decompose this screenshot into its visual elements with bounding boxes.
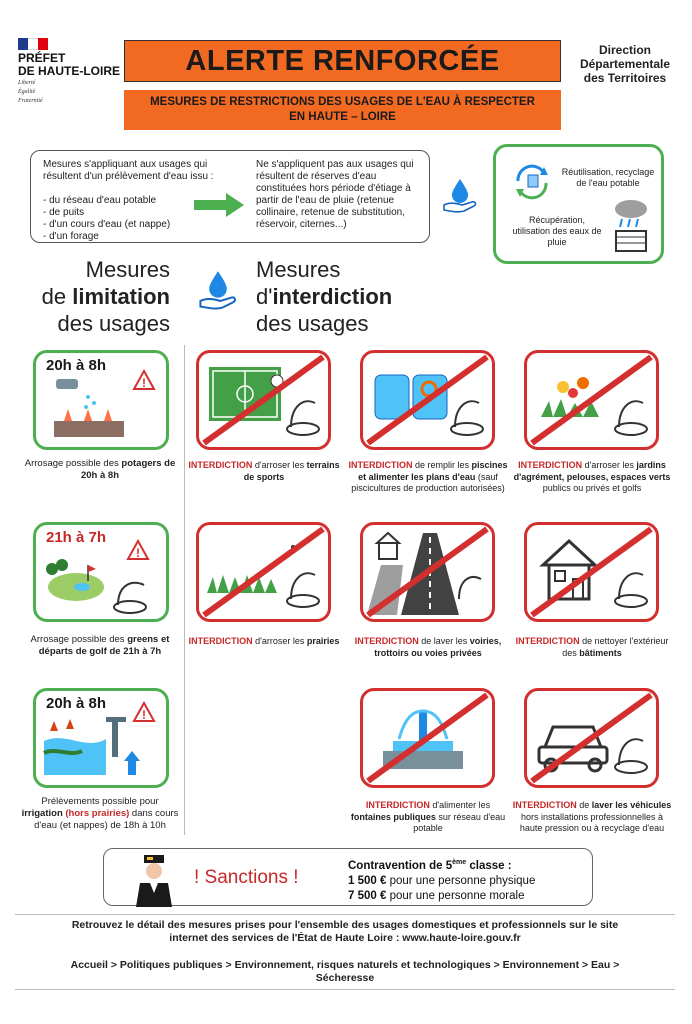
logo-motto-1: Liberté xyxy=(18,80,36,86)
caption-pre: Prélèvements possible pour xyxy=(41,796,159,807)
subtitle-line-1: MESURES DE RESTRICTIONS DES USAGES DE L'EAU À RESPECTER xyxy=(150,96,535,108)
sports-field-icon xyxy=(199,353,328,447)
intro-right-text: Ne s'appliquent pas aux usages qui résultent de réserves d'eau constituées hors période d'étiage à partir de l'eau de pluie (retenue collinaire, retenue de substitution, réservoir, citernes...) xyxy=(256,159,414,230)
interdiction-card-roads xyxy=(360,522,495,622)
svg-text:!: ! xyxy=(142,708,146,722)
house-icon xyxy=(527,525,656,619)
caption-bold: laver les véhicules xyxy=(591,800,672,810)
caption-post: (sauf piscicultures de production autorisées) xyxy=(351,471,505,493)
logo-title-2: DE HAUTE-LOIRE xyxy=(18,64,120,78)
line1-post: classe : xyxy=(466,859,512,872)
caption-mid: de nettoyer l'extérieur des xyxy=(562,636,669,658)
interdiction-keyword: INTERDICTION xyxy=(512,800,577,810)
interdiction-caption xyxy=(512,800,672,835)
limitation-card-golf xyxy=(33,522,169,622)
header xyxy=(0,0,692,140)
reuse-box xyxy=(493,144,664,264)
rain-tank-icon xyxy=(608,197,654,255)
police-officer-icon xyxy=(130,853,178,907)
subtitle-box xyxy=(124,90,561,130)
interdiction-title-2 xyxy=(256,283,456,310)
logo-title-1: PRÉFET xyxy=(18,51,66,65)
interdiction-title xyxy=(256,256,456,337)
interdiction-caption xyxy=(512,636,672,659)
caption-bold: irrigation xyxy=(21,808,63,819)
footer-nav xyxy=(15,959,675,985)
interdiction-card-sports xyxy=(196,350,331,450)
intro-left-text: Mesures s'appliquant aux usages qui résultent d'un prélèvement d'eau issu : xyxy=(43,159,214,182)
limitation-title-2 xyxy=(10,283,170,310)
water-hand-icon xyxy=(440,175,480,215)
direction-label xyxy=(570,43,680,85)
car-icon xyxy=(527,691,656,785)
fine-text: pour une personne morale xyxy=(386,889,525,902)
reuse-text: Réutilisation, recyclage de l'eau potable xyxy=(561,167,655,188)
interdiction-card-buildings xyxy=(524,522,659,622)
svg-text:!: ! xyxy=(142,376,146,390)
prefet-logo xyxy=(18,38,128,105)
interdiction-title-1: Mesures xyxy=(256,257,341,282)
list-item: - du réseau d'eau potable xyxy=(43,195,157,206)
limitation-card-vegetables xyxy=(33,350,169,450)
interdiction-keyword: INTERDICTION xyxy=(365,800,430,810)
fine-text: pour une personne physique xyxy=(386,874,536,887)
alert-title-box xyxy=(124,40,561,82)
caption-bold: jardins d'agrément, pelouses, espaces verts xyxy=(513,460,671,482)
limitation-title-1: Mesures xyxy=(85,257,170,282)
direction-line-3: des Territoires xyxy=(583,71,667,85)
caption-bold: potagers de 20h à 8h xyxy=(80,458,176,481)
caption-mid: de remplir les xyxy=(412,460,472,470)
time-range: 21h à 7h xyxy=(46,529,107,546)
rain-text: Récupération, utilisation des eaux de pluie xyxy=(512,215,602,247)
interdiction-keyword: INTERDICTION xyxy=(188,636,253,646)
caption-pre: Arrosage possible des xyxy=(24,458,122,469)
caption-post: dans cours d'eau (et nappes) de 18h à 10h xyxy=(34,808,179,831)
interdiction-keyword: INTERDICTION xyxy=(354,636,419,646)
water-hand-icon xyxy=(196,268,240,312)
caption-red: (hors prairies) xyxy=(65,808,130,819)
sanctions-title: ! Sanctions ! xyxy=(194,867,299,888)
intro-box xyxy=(30,150,430,243)
interdiction-keyword: INTERDICTION xyxy=(348,460,413,470)
sanctions-line-2 xyxy=(348,874,535,889)
sanctions-line-1 xyxy=(348,855,535,874)
interdiction-keyword: INTERDICTION xyxy=(188,460,253,470)
french-flag-icon xyxy=(18,38,48,50)
limitation-title-2-bold: limitation xyxy=(72,284,170,309)
garden-flowers-icon xyxy=(527,353,656,447)
caption-bold: prairies xyxy=(306,636,340,646)
footer-nav-line-1: Accueil > Politiques publiques > Environnement, risques naturels et technologiques > Environnement > Eau > xyxy=(70,959,620,971)
road-sidewalk-icon xyxy=(363,525,492,619)
interdiction-keyword: INTERDICTION xyxy=(518,460,583,470)
footer-nav-line-2: Sécheresse xyxy=(315,972,375,984)
caption-mid: d'arroser les xyxy=(582,460,637,470)
green-arrow-icon xyxy=(194,193,244,217)
logo-motto-3: Fraternité xyxy=(18,98,43,104)
list-item: - de puits xyxy=(43,207,85,218)
interdiction-caption xyxy=(512,460,672,495)
limitation-caption xyxy=(20,796,180,832)
caption-bold: fontaines publiques xyxy=(350,811,436,822)
fine-amount: 7 500 € xyxy=(348,889,387,902)
caption-pre: Arrosage possible des xyxy=(30,634,128,645)
limitation-title-3: des usages xyxy=(57,311,170,336)
limitation-card-irrigation xyxy=(33,688,169,788)
subtitle xyxy=(150,95,535,125)
recycle-water-icon xyxy=(510,161,554,201)
logo-motto-2: Égalité xyxy=(18,89,36,95)
interdiction-caption xyxy=(348,636,508,659)
footer xyxy=(15,914,675,990)
sanctions-line-3 xyxy=(348,889,535,904)
alert-title: ALERTE RENFORCÉE xyxy=(185,44,500,77)
interdiction-title-2-pre: d' xyxy=(256,284,273,309)
caption-post: sur réseau d'eau potable xyxy=(413,811,506,833)
interdiction-card-gardens xyxy=(524,350,659,450)
line1-pre: Contravention de 5 xyxy=(348,859,453,872)
limitation-caption xyxy=(20,634,180,658)
time-range: 20h à 8h xyxy=(46,357,107,374)
caption-post: hors installations professionnelles à haute pression ou à recyclage d'eau xyxy=(519,811,665,833)
caption-bold: terrains de sports xyxy=(243,460,340,482)
footer-line-1: Retrouvez le détail des mesures prises pour l'ensemble des usages domestiques et professionnels sur le site xyxy=(71,919,619,931)
caption-mid: de laver les xyxy=(418,636,470,646)
list-item: - d'un cours d'eau (et nappe) xyxy=(43,219,171,230)
limitation-title xyxy=(10,256,170,337)
caption-bold: bâtiments xyxy=(579,647,622,658)
interdiction-keyword: INTERDICTION xyxy=(515,636,580,646)
sanctions-details xyxy=(348,855,535,904)
interdiction-caption xyxy=(184,636,344,648)
svg-text:!: ! xyxy=(136,546,140,560)
interdiction-card-fountains xyxy=(360,688,495,788)
caption-post: publics ou privés et golfs xyxy=(542,483,642,493)
interdiction-card-pools xyxy=(360,350,495,450)
interdiction-title-2-bold: interdiction xyxy=(272,284,393,309)
column-divider xyxy=(184,345,185,835)
time-range: 20h à 8h xyxy=(46,695,107,712)
caption-bold: greens et départs de golf de 21h à 7h xyxy=(38,634,170,657)
pool-icon xyxy=(363,353,492,447)
interdiction-caption xyxy=(348,800,508,835)
fine-amount: 1 500 € xyxy=(348,874,387,887)
list-item: - d'un forage xyxy=(43,231,99,242)
limitation-caption xyxy=(20,458,180,482)
interdiction-card-vehicles xyxy=(524,688,659,788)
direction-line-1: Direction xyxy=(598,43,651,57)
meadow-grass-icon xyxy=(199,525,328,619)
interdiction-caption xyxy=(348,460,508,495)
caption-mid: d'arroser les xyxy=(252,460,307,470)
sanctions-box xyxy=(103,848,593,906)
caption-bold: piscines et alimenter les plans d'eau xyxy=(358,460,508,482)
caption-bold: voiries, trottoirs ou voies privées xyxy=(374,636,502,658)
caption-mid: d'arroser les xyxy=(252,636,307,646)
interdiction-caption xyxy=(184,460,344,483)
direction-line-2: Départementale xyxy=(579,57,671,71)
interdiction-title-3: des usages xyxy=(256,311,369,336)
interdiction-card-meadows xyxy=(196,522,331,622)
line1-sup: ème xyxy=(452,859,467,866)
subtitle-line-2: EN HAUTE – LOIRE xyxy=(289,111,396,123)
caption-mid: d'alimenter les xyxy=(429,800,491,810)
footer-line-2: internet des services de l'État de Haute Loire : www.haute-loire.gouv.fr xyxy=(169,932,521,944)
caption-mid: de xyxy=(576,800,592,810)
limitation-title-2-pre: de xyxy=(41,284,73,309)
fountain-icon xyxy=(363,691,492,785)
